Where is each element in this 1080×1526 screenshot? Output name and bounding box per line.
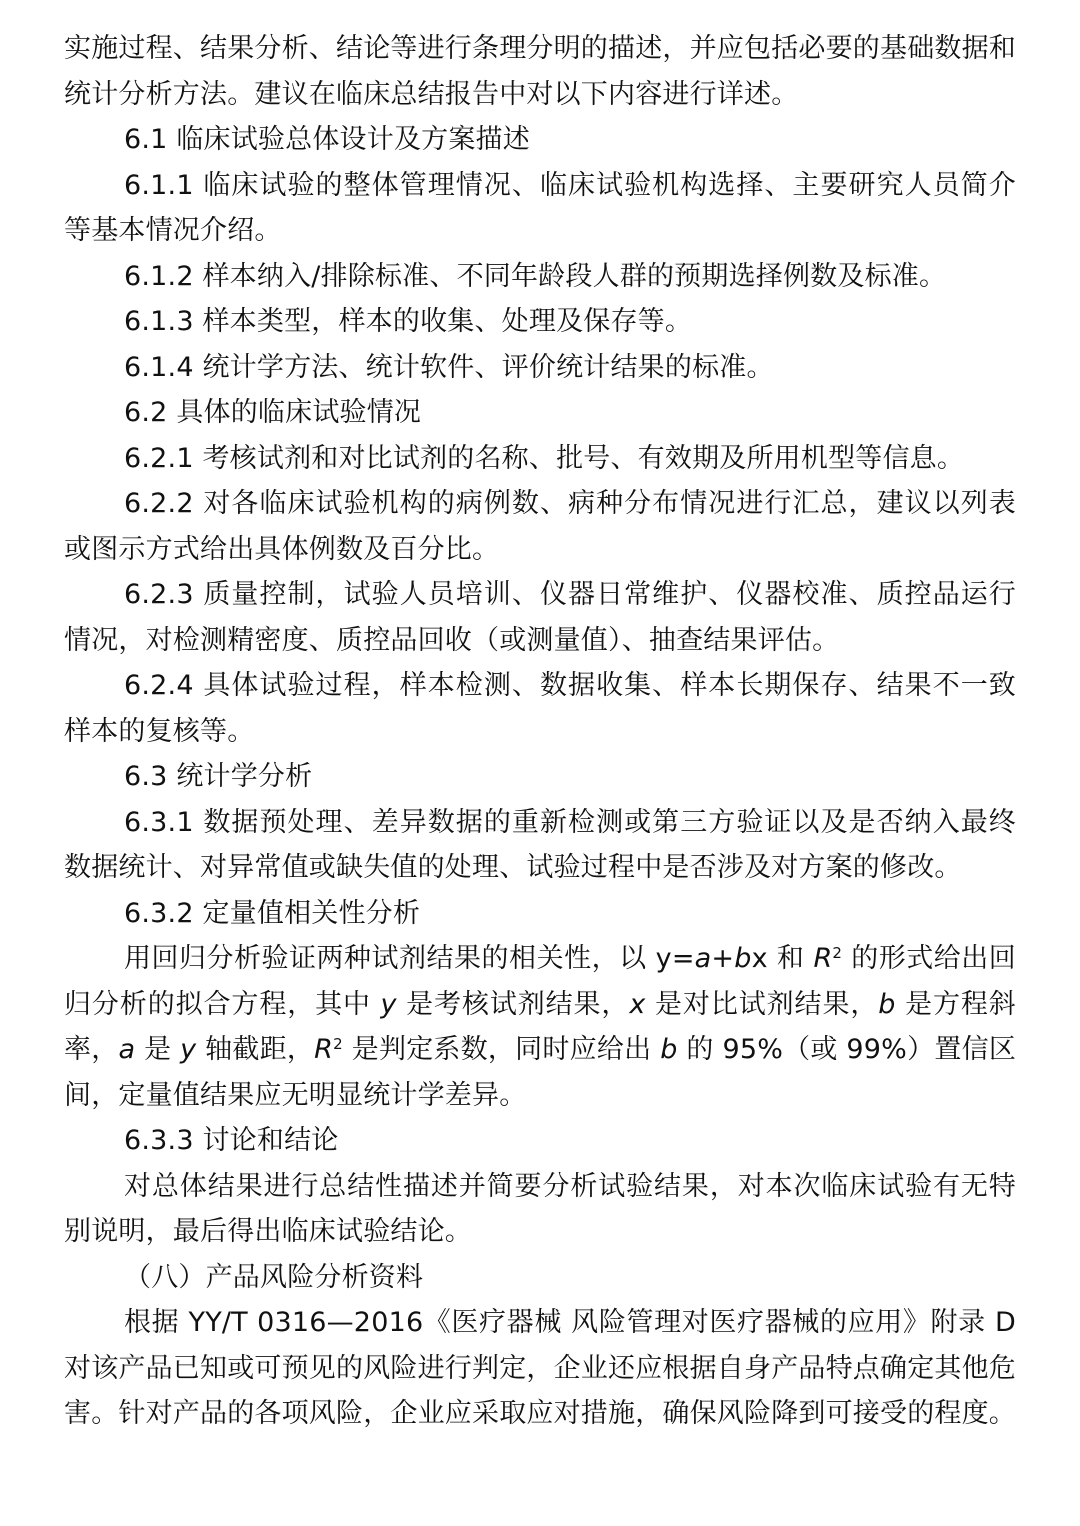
math-var-x: x	[629, 988, 646, 1020]
document-body	[64, 26, 1016, 1437]
regression-text: 是方程斜率，	[64, 988, 1016, 1065]
heading-6-3-2: 6.3.2 定量值相关性分析	[124, 897, 421, 929]
regression-text: 轴截距，	[196, 1034, 315, 1065]
section-heading-8: （八）产品风险分析资料	[124, 1261, 424, 1293]
math-var-b: b	[878, 988, 896, 1020]
paragraph-6-1-4: 6.1.4 统计学方法、统计软件、评价统计结果的标准。	[124, 351, 774, 383]
regression-text: 的 95%（或 99%）置信区间，定量值结果应无明显统计学差异。	[64, 1034, 1017, 1111]
paragraph-intro: 实施过程、结果分析、结论等进行条理分明的描述，并应包括必要的基础数据和统计分析方法。建议在临床总结报告中对以下内容进行详述。	[64, 33, 1016, 110]
paragraph-6-1-1: 6.1.1 临床试验的整体管理情况、临床试验机构选择、主要研究人员简介等基本情况介绍。	[64, 169, 1016, 246]
superscript-2: 2	[333, 1035, 343, 1053]
math-var-a: a	[118, 1034, 136, 1065]
heading-6-3: 6.3 统计学分析	[124, 761, 313, 792]
math-var-b: b	[734, 943, 752, 974]
paragraph-6-1-3: 6.1.3 样本类型，样本的收集、处理及保存等。	[124, 306, 693, 337]
regression-text: 是考核试剂结果，	[396, 988, 630, 1020]
math-var-y: y	[380, 988, 397, 1020]
paragraph-6-2-4: 6.2.4 具体试验过程，样本检测、数据收集、样本长期保存、结果不一致样本的复核等。	[64, 670, 1016, 747]
paragraph-6-1-2: 6.1.2 样本纳入/排除标准、不同年龄段人群的预期选择例数及标准。	[124, 260, 947, 292]
math-var-a: a	[694, 943, 712, 974]
paragraph-6-2-1: 6.2.1 考核试剂和对比试剂的名称、批号、有效期及所用机型等信息。	[124, 442, 965, 474]
math-var-r: R	[314, 1034, 334, 1065]
heading-6-3-3: 6.3.3 讨论和结论	[124, 1125, 339, 1156]
math-var-r: R	[813, 943, 833, 974]
regression-text: 是对比试剂结果，	[645, 988, 879, 1020]
paragraph-risk-analysis: 根据 YY/T 0316—2016《医疗器械 风险管理对医疗器械的应用》附录 D 对该产品已知或可预见的风险进行判定，企业还应根据自身产品特点确定其他危害。针对产品的各项风险，企业应采取应对措施，确保风险降到可接受的程度。	[64, 1307, 1016, 1429]
math-var-b: b	[660, 1034, 678, 1065]
regression-text: x 和	[751, 943, 814, 974]
regression-text: +	[711, 943, 735, 974]
heading-6-2: 6.2 具体的临床试验情况	[124, 397, 422, 428]
paragraph-regression	[64, 936, 1016, 1118]
heading-6-1: 6.1 临床试验总体设计及方案描述	[124, 124, 530, 155]
paragraph-6-3-1: 6.3.1 数据预处理、差异数据的重新检测或第三方验证以及是否纳入最终数据统计、对异常值或缺失值的处理、试验过程中是否涉及对方案的修改。	[64, 806, 1016, 883]
regression-text: 的形式给出回归分析的拟合方程，其中	[64, 943, 1016, 1020]
regression-text: 用回归分析验证两种试剂结果的相关性，以 y=	[124, 943, 695, 974]
math-var-y: y	[180, 1034, 197, 1065]
paragraph-6-2-3: 6.2.3 质量控制，试验人员培训、仪器日常维护、仪器校准、质控品运行情况，对检测精密度、质控品回收（或测量值）、抽查结果评估。	[64, 579, 1016, 656]
paragraph-conclusion: 对总体结果进行总结性描述并简要分析试验结果，对本次临床试验有无特别说明，最后得出临床试验结论。	[64, 1170, 1016, 1247]
superscript-2: 2	[832, 944, 843, 962]
regression-text: 是判定系数，同时应给出	[342, 1034, 661, 1065]
paragraph-6-2-2: 6.2.2 对各临床试验机构的病例数、病种分布情况进行汇总，建议以列表或图示方式给出具体例数及百分比。	[64, 488, 1016, 565]
regression-text: 是	[135, 1034, 181, 1065]
